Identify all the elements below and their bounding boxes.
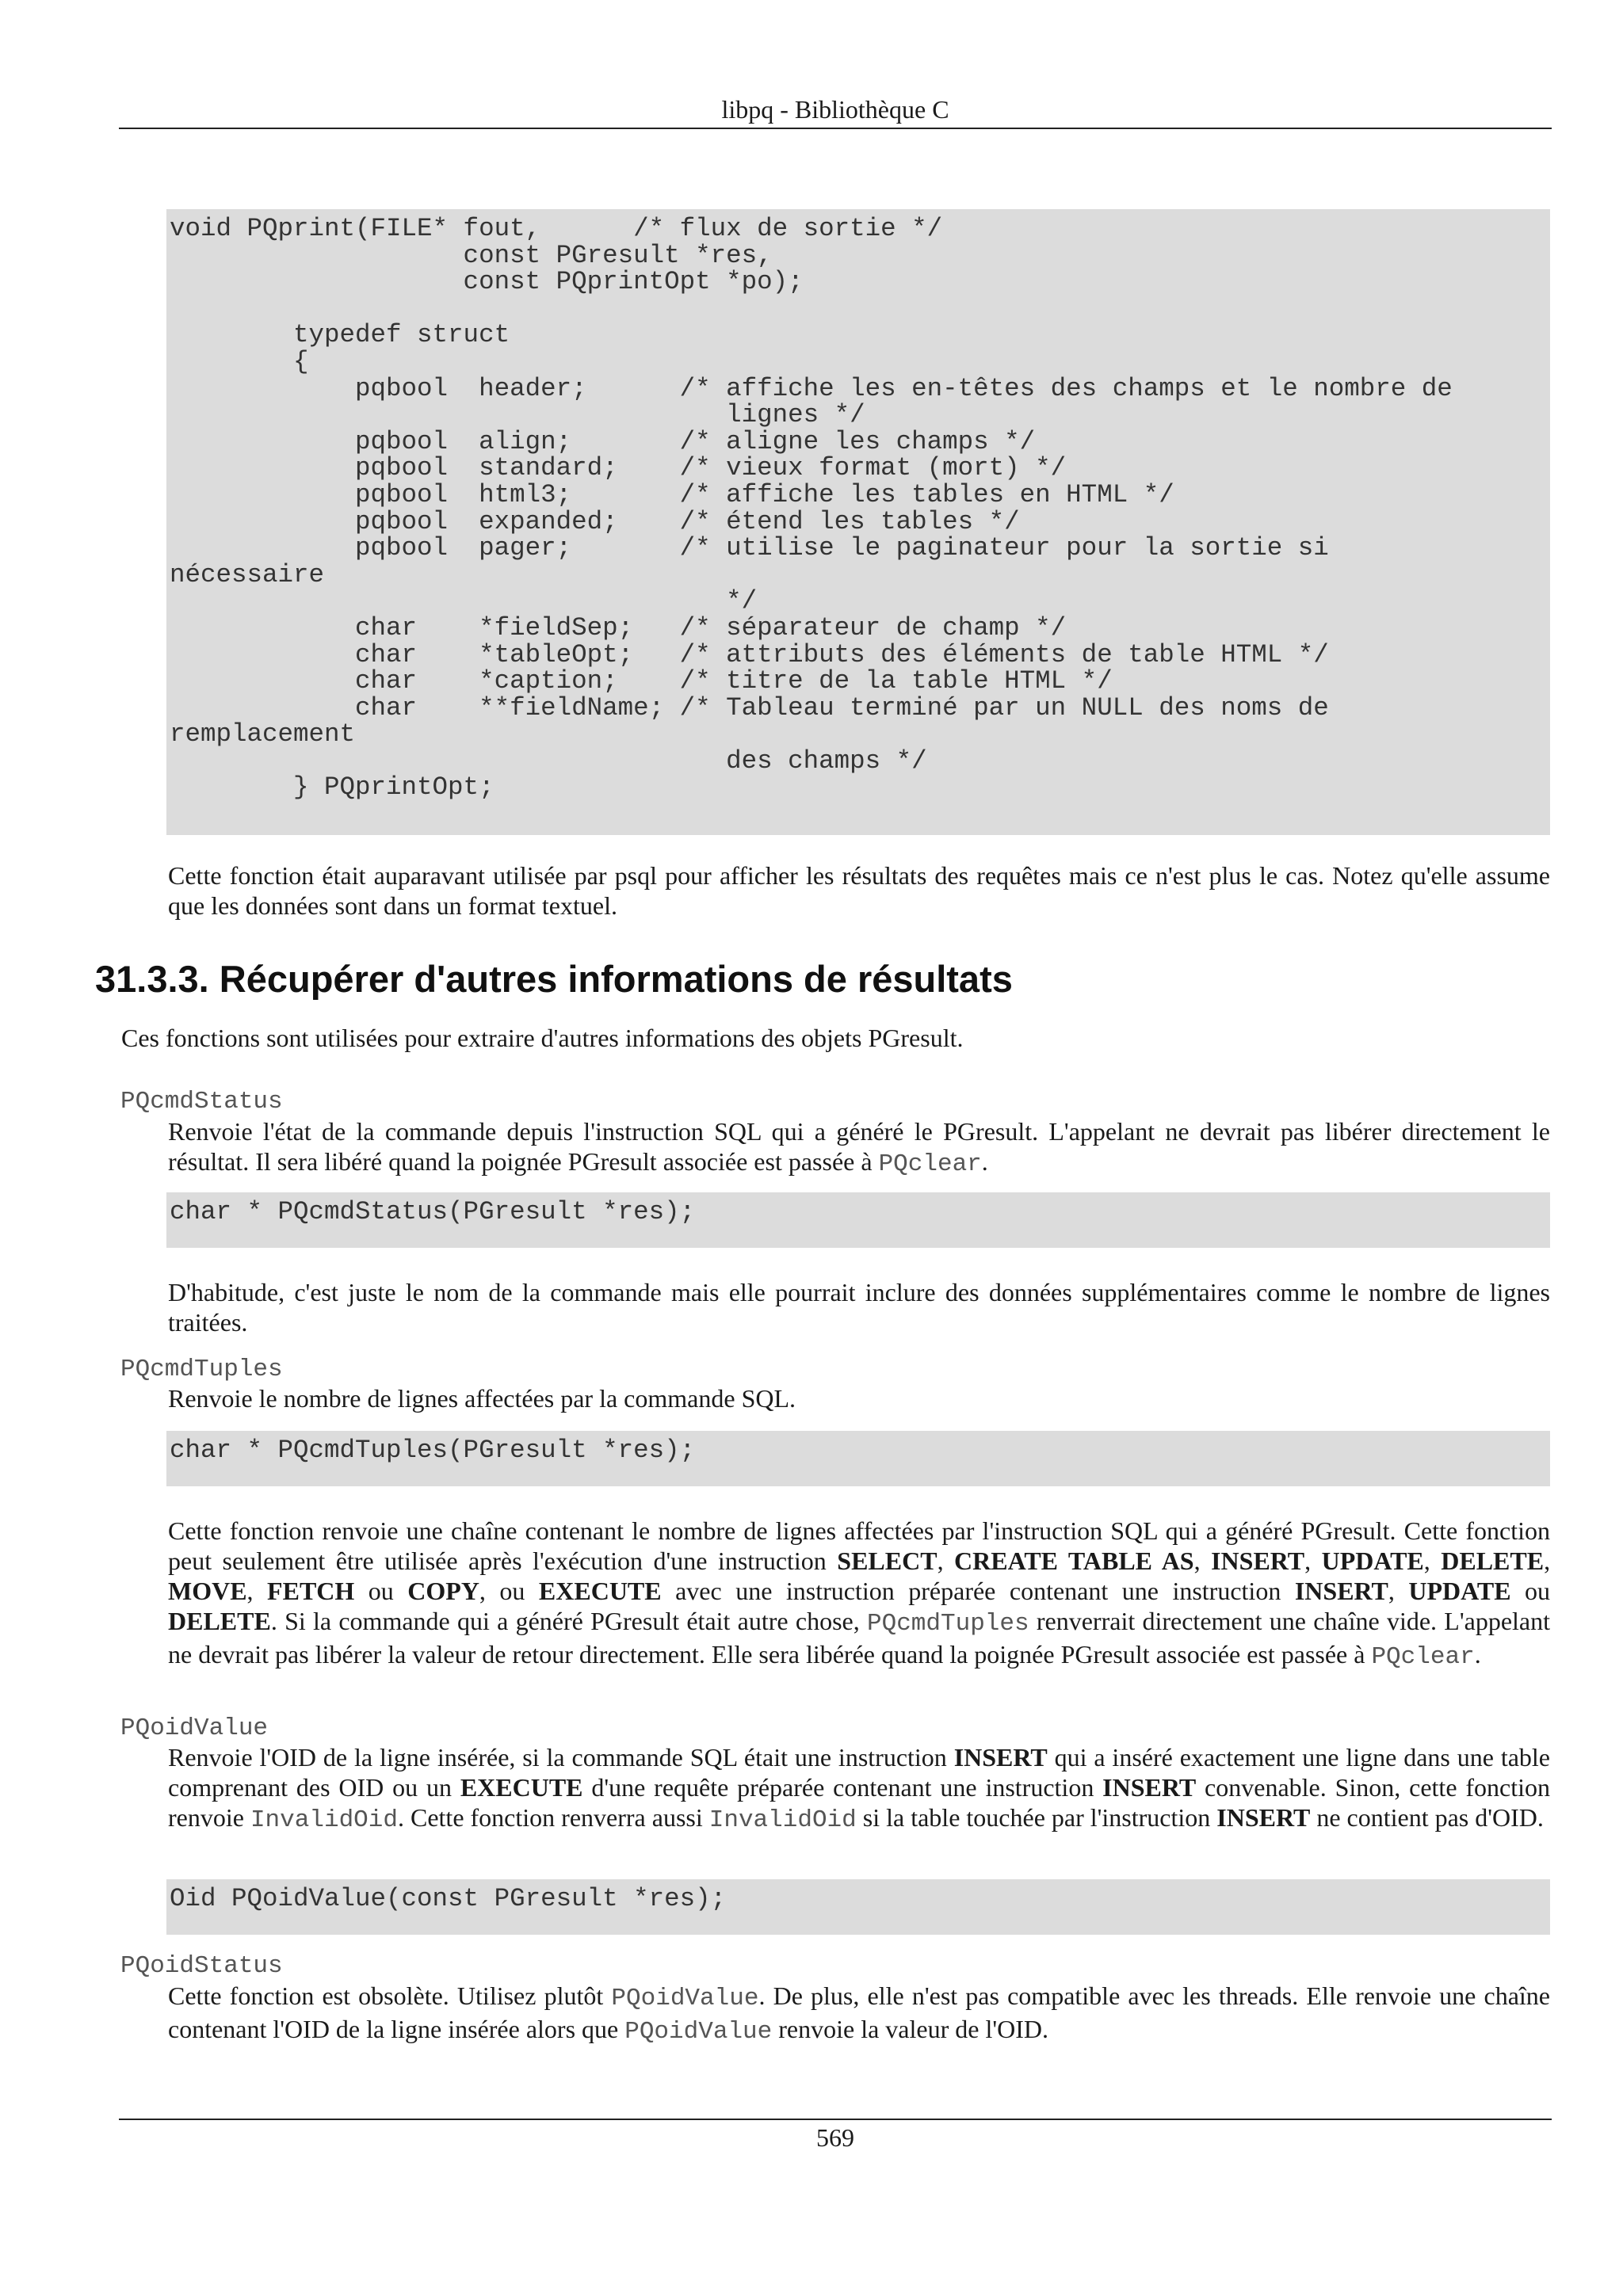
pqprint-note: Cette fonction était auparavant utilisée par psql pour afficher les résultats des requêtes mais ce n'est plus le cas. Notez qu'elle assume que les données sont dans un format textuel. [168, 861, 1550, 920]
pqprint-code-block [166, 209, 1550, 835]
running-header: libpq - Bibliothèque C [721, 95, 949, 124]
code-line: pqbool header; /* affiche les en-têtes des champs et le nombre de [170, 373, 1453, 403]
code-line: void PQprint(FILE* fout, /* flux de sortie */ [170, 214, 943, 243]
code-line: pqbool pager; /* utilise le paginateur pour la sortie si [170, 533, 1329, 563]
code-line: const PGresult *res, [170, 240, 773, 270]
code-line: */ [170, 586, 758, 616]
pqoidstatus-description: Cette fonction est obsolète. Utilisez plutôt PQoidValue. De plus, elle n'est pas compatible avec les threads. Elle renvoie une chaîne contenant l'OID de la ligne insérée alors que PQoidValue renvoie la valeur de l'OID. [168, 1981, 1550, 2046]
pqcmdtuples-description: Renvoie le nombre de lignes affectées par la commande SQL. [168, 1384, 796, 1413]
section-title: 31.3.3. Récupérer d'autres informations de résultats [95, 958, 1013, 1000]
pqcmdstatus-description: Renvoie l'état de la commande depuis l'instruction SQL qui a généré le PGresult. L'appelant ne devrait pas libérer directement le résultat. Il sera libéré quand la poignée PGresult associée est passée à PQclear. [168, 1117, 1550, 1178]
page-number: 569 [816, 2123, 854, 2152]
code-line: nécessaire [170, 559, 325, 589]
section-intro: Ces fonctions sont utilisées pour extraire d'autres informations des objets PGresult. [121, 1024, 964, 1052]
code-line: des champs */ [170, 746, 927, 776]
code-line: } PQprintOpt; [170, 772, 495, 803]
term-pqoidvalue: PQoidValue [120, 1714, 269, 1742]
footer-rule [119, 2119, 1552, 2120]
code-line: char *fieldSep; /* séparateur de champ */ [170, 612, 1067, 643]
code-line: pqbool align; /* aligne les champs */ [170, 426, 1036, 456]
code-line: remplacement [170, 719, 356, 749]
code-line: char *caption; /* titre de la table HTML */ [170, 666, 1113, 696]
code-line: { [170, 346, 309, 376]
pqclear-code: PQclear [878, 1150, 982, 1178]
term-pqoidstatus: PQoidStatus [120, 1952, 283, 1980]
code-line: lignes */ [170, 400, 865, 430]
header-rule [119, 128, 1552, 129]
code-line: char **fieldName; /* Tableau terminé par un NULL des noms de [170, 692, 1329, 723]
code-line: pqbool expanded; /* étend les tables */ [170, 506, 1020, 536]
code-line: const PQprintOpt *po); [170, 267, 804, 297]
code-line: typedef struct [170, 320, 510, 350]
pqoidvalue-description: Renvoie l'OID de la ligne insérée, si la commande SQL était une instruction INSERT qui a inséré exactement une ligne dans une table comprenant des OID ou un EXECUTE d'une requête préparée contenant une instruction INSERT convenable. Sinon, cette fonction renvoie InvalidOid. Cette fonction renverra aussi InvalidOid si la table touchée par l'instruction INSERT ne contient pas d'OID. [168, 1743, 1551, 1834]
pqcmdstatus-note: D'habitude, c'est juste le nom de la commande mais elle pourrait inclure des données supplémentaires comme le nombre de lignes traitées. [168, 1278, 1550, 1337]
pqcmdstatus-code-block: char * PQcmdStatus(PGresult *res); [166, 1192, 1550, 1248]
term-pqcmdtuples: PQcmdTuples [120, 1356, 283, 1383]
code-line: char *tableOpt; /* attributs des éléments de table HTML */ [170, 639, 1329, 669]
pqcmdtuples-note: Cette fonction renvoie une chaîne contenant le nombre de lignes affectées par l'instruction SQL qui a généré PGresult. Cette fonction peut seulement être utilisée après l'exécution d'une instruction SELECT, CREATE TABLE AS, INSERT, UPDATE, DELETE, MOVE, FETCH ou COPY, ou EXECUTE avec une instruction préparée contenant une instruction INSERT, UPDATE ou DELETE. Si la commande qui a généré PGresult était autre chose, PQcmdTuples renverrait directement une chaîne vide. L'appelant ne devrait pas libérer la valeur de retour directement. Elle sera libérée quand la poignée PGresult associée est passée à PQclear. [168, 1516, 1551, 1671]
code-line: pqbool html3; /* affiche les tables en HTML */ [170, 479, 1174, 509]
code-line [170, 296, 1547, 322]
term-pqcmdstatus: PQcmdStatus [120, 1088, 283, 1116]
pqoidvalue-code-block: Oid PQoidValue(const PGresult *res); [166, 1879, 1550, 1935]
pqcmdtuples-code-block: char * PQcmdTuples(PGresult *res); [166, 1431, 1550, 1486]
code-line: pqbool standard; /* vieux format (mort) */ [170, 453, 1067, 483]
